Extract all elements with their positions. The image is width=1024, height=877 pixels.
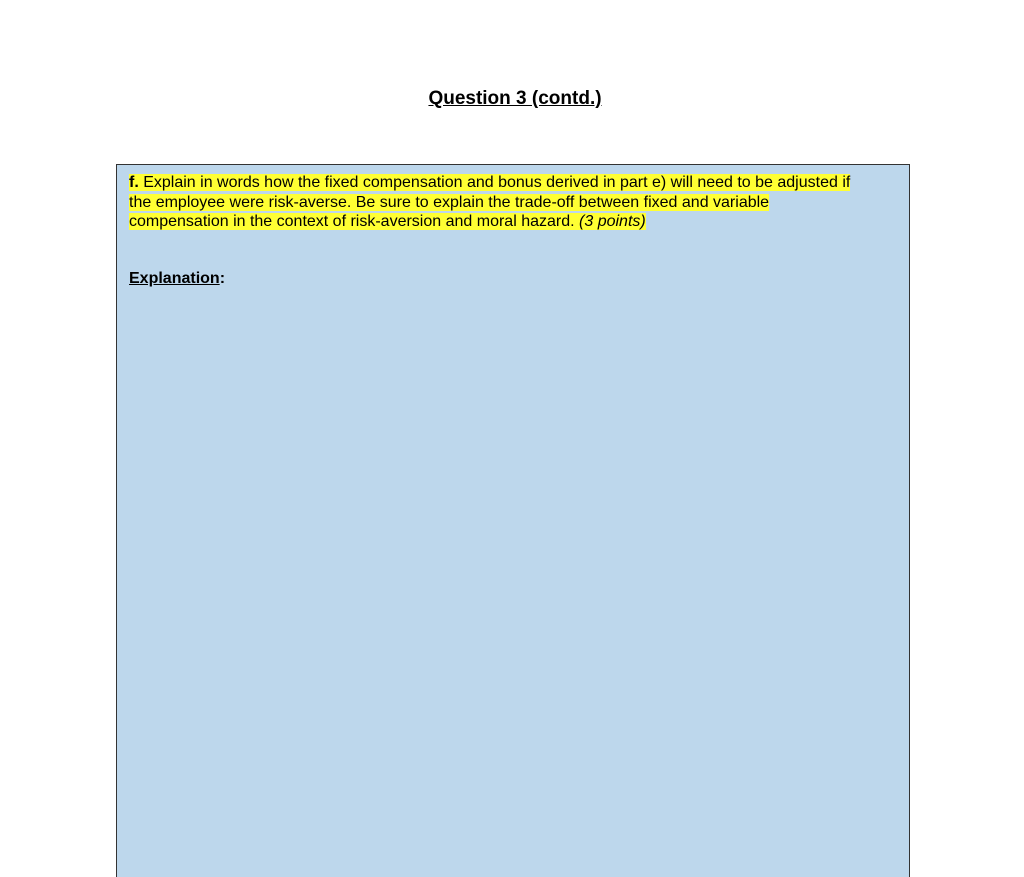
question-line-2: the employee were risk-averse. Be sure to explain the trade-off between fixed and variable (129, 193, 770, 211)
explanation-label-text: Explanation (129, 270, 220, 287)
explanation-colon: : (219, 270, 226, 287)
question-line-3-text: compensation in the context of risk-aversion and moral hazard. (129, 213, 580, 230)
question-line-1 (129, 174, 850, 191)
question-letter: f. (129, 174, 139, 191)
explanation-label (129, 269, 225, 289)
question-line-1-text: Explain in words how the fixed compensation and bonus derived in part e) will need to be adjusted if (138, 174, 851, 191)
answer-box (116, 164, 910, 877)
question-prompt (129, 173, 909, 232)
explanation-answer-area[interactable] (129, 297, 895, 877)
question-points: (3 points) (579, 213, 646, 230)
page-title: Question 3 (contd.) (428, 88, 602, 109)
question-line-3 (129, 213, 646, 230)
